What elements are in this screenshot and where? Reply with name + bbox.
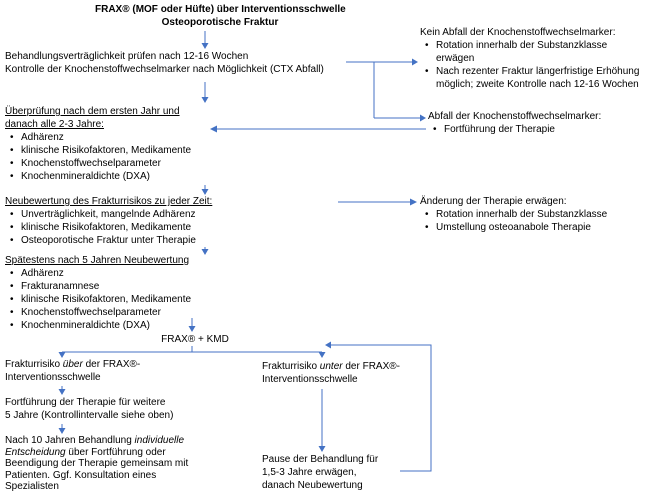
block-no-marker-decline [420, 26, 645, 91]
bullet-text: klinische Risikofaktoren, Medikamente [21, 294, 192, 305]
bullet-text: Knochenmineraldichte (DXA) [21, 320, 150, 331]
bullet-item [5, 208, 265, 221]
tolerance-line-1: Behandlungsverträglichkeit prüfen nach 12-16 Wochen [5, 51, 249, 62]
bullet-text: Knochenmineraldichte (DXA) [21, 171, 150, 182]
block-annual-review [5, 105, 195, 183]
block-continue-therapy [5, 396, 215, 422]
text-segment: Frakturrisiko [5, 359, 63, 370]
bullet-text: Osteoporotische Fraktur unter Therapie [21, 235, 196, 246]
pause-line-3: danach Neubewertung [262, 480, 363, 491]
arrowhead [202, 97, 209, 103]
bullet-item [420, 65, 645, 91]
text-segment: der FRAX®-Interventionsschwelle [262, 361, 400, 385]
title-line-1: FRAX® (MOF oder Hüfte) über Interventionsschwelle [95, 4, 346, 15]
bullet-item [420, 208, 645, 221]
bullet-item [428, 123, 653, 136]
bullet-text: Fortführung der Therapie [444, 124, 555, 135]
bullet-text: Rotation innerhalb der Substanzklasse [436, 209, 608, 220]
bullet-item [5, 144, 195, 157]
text-segment: über Fortführung oder Beendigung der Therapie gemeinsam mit Patienten. Ggf. Konsultation eines Spezialisten [5, 446, 189, 492]
block-heading: Überprüfung nach dem ersten Jahr und danach alle 2-3 Jahre: [5, 106, 180, 130]
bullet-item [5, 157, 195, 170]
block-therapy-change [420, 195, 645, 234]
flowchart-title [95, 3, 345, 29]
bullet-item [5, 234, 265, 247]
tolerance-line-2: Kontrolle der Knochenstoffwechselmarker nach Möglichkeit (CTX Abfall) [5, 64, 324, 75]
block-five-year-review [5, 254, 265, 332]
bullet-text: klinische Risikofaktoren, Medikamente [21, 145, 192, 156]
block-marker-decline [428, 110, 653, 136]
arrowhead [59, 389, 66, 395]
bullet-text: Frakturanamnese [21, 281, 100, 292]
bullet-item [420, 221, 645, 234]
arrowhead [412, 59, 418, 66]
block-heading: Abfall der Knochenstoffwechselmarker: [428, 111, 602, 122]
arrowhead [410, 199, 417, 206]
arrowhead [319, 352, 326, 358]
arrowhead [420, 115, 426, 122]
text-segment: der FRAX®-Interventionsschwelle [5, 359, 141, 383]
bullet-item [5, 131, 195, 144]
label-frax-kmd [140, 333, 250, 346]
bullet-text: klinische Risikofaktoren, Medikamente [21, 222, 192, 233]
block-risk-below [262, 360, 422, 386]
bullet-item [5, 170, 195, 183]
bullet-text: Nach rezenter Fraktur längerfristige Erhöhung möglich; zweite Kontrolle nach 12-16 Wochen [436, 66, 640, 90]
bullet-text: Adhärenz [21, 268, 64, 279]
bullet-item [420, 39, 645, 65]
arrowhead [202, 43, 209, 49]
bullet-item [5, 319, 265, 332]
block-tolerance-check [5, 50, 355, 76]
block-pause-treatment [262, 453, 407, 492]
text-segment: Nach 10 Jahren Behandlung [5, 435, 135, 446]
text-segment-italic: individuelle Entscheidung [5, 435, 185, 458]
continue-line-2: 5 Jahre (Kontrollintervalle siehe oben) [5, 410, 174, 421]
bullet-item [5, 280, 265, 293]
bullet-item [5, 306, 265, 319]
bullet-text: Knochenstoffwechselparameter [21, 307, 161, 318]
block-heading: Änderung der Therapie erwägen: [420, 196, 567, 207]
text-segment: Frakturrisiko [262, 361, 320, 372]
text-segment-italic: über [62, 359, 83, 370]
block-ten-year-decision [5, 435, 195, 493]
arrowhead [210, 126, 217, 133]
bullet-text: Rotation innerhalb der Substanzklasse erwägen [436, 40, 608, 64]
bullet-text: Unverträglichkeit, mangelnde Adhärenz [21, 209, 196, 220]
pause-line-1: Pause der Behandlung für [262, 454, 379, 465]
bullet-text: Umstellung osteoanabole Therapie [436, 222, 591, 233]
frax-kmd-text: FRAX® + KMD [161, 334, 229, 345]
arrowhead [59, 428, 66, 434]
bullet-text: Knochenstoffwechselparameter [21, 158, 161, 169]
arrowhead [319, 446, 326, 452]
arrowhead [325, 342, 331, 349]
block-heading: Kein Abfall der Knochenstoffwechselmarker: [420, 27, 616, 38]
bullet-item [5, 267, 265, 280]
text-segment-italic: unter [319, 361, 343, 372]
continue-line-1: Fortführung der Therapie für weitere [5, 397, 166, 408]
bullet-item [5, 221, 265, 234]
block-risk-reassessment [5, 195, 265, 247]
title-line-2: Osteoporotische Fraktur [161, 17, 279, 28]
block-risk-above [5, 358, 165, 384]
pause-line-2: 1,5-3 Jahre erwägen, [262, 467, 357, 478]
bullet-text: Adhärenz [21, 132, 64, 143]
block-heading: Spätestens nach 5 Jahren Neubewertung [5, 255, 190, 266]
bullet-item [5, 293, 265, 306]
block-heading: Neubewertung des Frakturrisikos zu jeder Zeit: [5, 196, 213, 207]
